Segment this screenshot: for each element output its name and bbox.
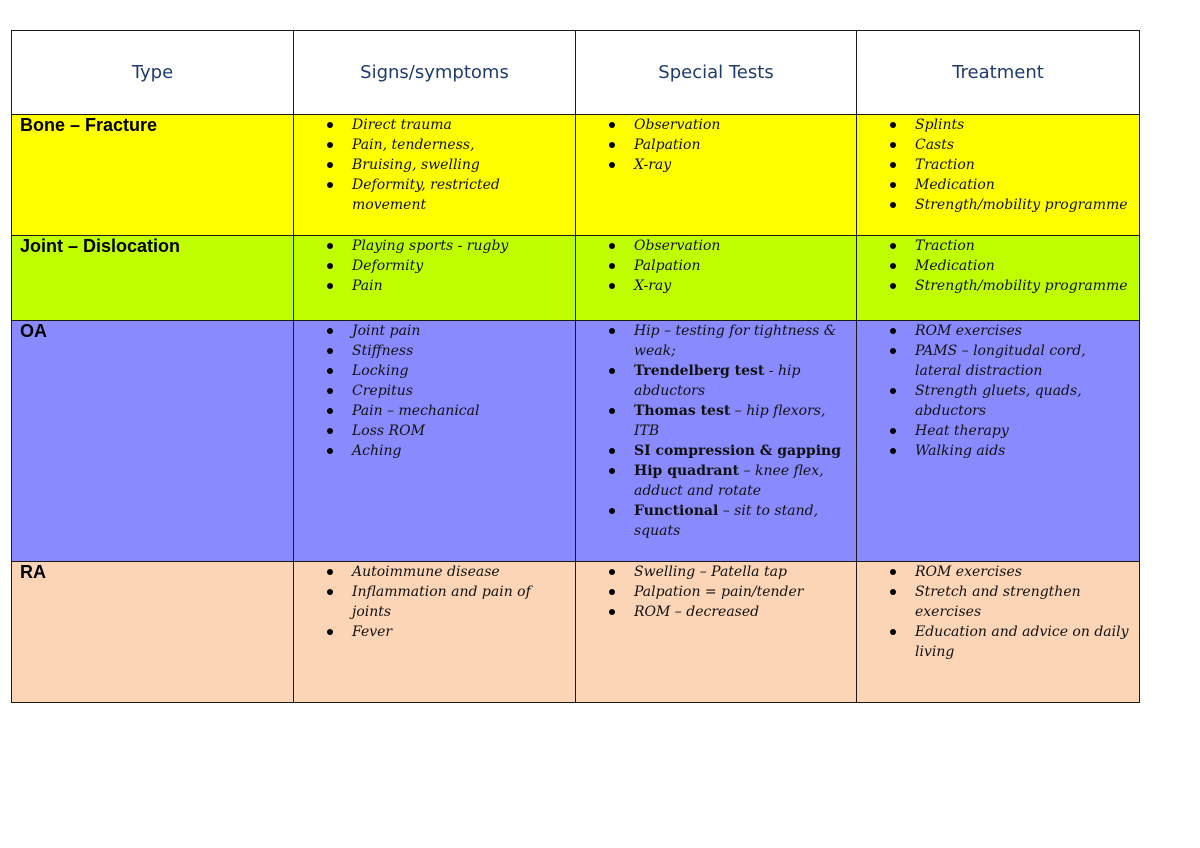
type-cell	[12, 321, 294, 562]
item-text: Walking aids	[915, 443, 1006, 459]
item-text: Loss ROM	[352, 423, 425, 439]
item-text: - hip abductors	[634, 363, 801, 399]
list-item	[857, 195, 1131, 215]
item-text: – sit to stand, squats	[634, 503, 819, 539]
item-text: Strength/mobility programme	[915, 197, 1128, 213]
item-text: Heat therapy	[915, 423, 1009, 439]
list-item	[857, 236, 1131, 256]
type-label: RA	[20, 562, 46, 582]
list-item	[576, 155, 848, 175]
list-item	[294, 421, 567, 441]
treatment-list	[857, 562, 1139, 662]
list-item	[857, 381, 1131, 421]
item-bold-text: SI compression & gapping	[634, 443, 841, 459]
item-text: X-ray	[634, 278, 672, 294]
item-text: Traction	[915, 238, 975, 254]
header-type: Type	[12, 31, 294, 115]
special-tests-cell	[576, 115, 857, 236]
signs-symptoms-list	[294, 562, 575, 642]
list-item	[857, 276, 1131, 296]
signs-symptoms-cell	[294, 562, 576, 703]
list-item	[294, 276, 567, 296]
special-tests-list	[576, 321, 856, 541]
list-item	[857, 622, 1131, 662]
item-text: Strength gluets, quads, abductors	[915, 383, 1082, 419]
item-text: Palpation	[634, 137, 701, 153]
list-item	[576, 361, 848, 401]
list-item	[294, 175, 567, 215]
item-text: ROM exercises	[915, 564, 1022, 580]
row-bone-fracture	[12, 115, 1140, 236]
header-special-tests: Special Tests	[576, 31, 857, 115]
list-item	[576, 441, 848, 461]
signs-symptoms-list	[294, 236, 575, 296]
list-item	[576, 401, 848, 441]
list-item	[857, 115, 1131, 135]
item-text: Medication	[915, 258, 995, 274]
treatment-cell	[857, 321, 1140, 562]
item-text: Splints	[915, 117, 965, 133]
item-text: Education and advice on daily living	[915, 624, 1129, 660]
special-tests-cell	[576, 562, 857, 703]
signs-symptoms-cell	[294, 236, 576, 321]
list-item	[294, 401, 567, 421]
list-item	[294, 236, 567, 256]
list-item	[576, 602, 848, 622]
list-item	[294, 562, 567, 582]
item-text: Pain	[352, 278, 383, 294]
item-text: Joint pain	[352, 323, 421, 339]
item-text: Fever	[352, 624, 393, 640]
item-text: Aching	[352, 443, 402, 459]
list-item	[294, 441, 567, 461]
list-item	[857, 421, 1131, 441]
item-text: Traction	[915, 157, 975, 173]
treatment-list	[857, 236, 1139, 296]
row-joint-dislocation	[12, 236, 1140, 321]
special-tests-list	[576, 236, 856, 296]
item-text: Inflammation and pain of joints	[352, 584, 531, 620]
header-signs-symptoms: Signs/symptoms	[294, 31, 576, 115]
row-ra	[12, 562, 1140, 703]
treatment-cell	[857, 115, 1140, 236]
item-text: Locking	[352, 363, 409, 379]
item-text: Stretch and strengthen exercises	[915, 584, 1081, 620]
item-text: – hip flexors, ITB	[634, 403, 826, 439]
list-item	[576, 135, 848, 155]
list-item	[857, 175, 1131, 195]
item-text: Pain – mechanical	[352, 403, 480, 419]
list-item	[294, 135, 567, 155]
item-bold-text: Trendelberg test	[634, 363, 765, 379]
type-label: Bone – Fracture	[20, 115, 158, 135]
special-tests-cell	[576, 236, 857, 321]
list-item	[294, 341, 567, 361]
item-text: Strength/mobility programme	[915, 278, 1128, 294]
list-item	[857, 135, 1131, 155]
item-text: Observation	[634, 238, 721, 254]
list-item	[294, 622, 567, 642]
list-item	[294, 256, 567, 276]
item-text: Hip – testing for tightness & weak;	[634, 323, 837, 359]
item-text: X-ray	[634, 157, 672, 173]
list-item	[576, 582, 848, 602]
header-treatment: Treatment	[857, 31, 1140, 115]
list-item	[857, 155, 1131, 175]
item-text: – knee flex, adduct and rotate	[634, 463, 824, 499]
list-item	[576, 236, 848, 256]
conditions-table	[11, 30, 1140, 703]
list-item	[294, 582, 567, 622]
list-item	[857, 441, 1131, 461]
list-item	[294, 381, 567, 401]
special-tests-list	[576, 115, 856, 175]
item-text: Direct trauma	[352, 117, 452, 133]
list-item	[294, 115, 567, 135]
list-item	[576, 256, 848, 276]
item-bold-text: Functional	[634, 503, 719, 519]
item-text: Stiffness	[352, 343, 414, 359]
type-cell	[12, 115, 294, 236]
list-item	[294, 155, 567, 175]
signs-symptoms-list	[294, 115, 575, 215]
item-text: Medication	[915, 177, 995, 193]
type-cell	[12, 562, 294, 703]
type-label: Joint – Dislocation	[20, 236, 181, 256]
type-label: OA	[20, 321, 47, 341]
item-text: Swelling – Patella tap	[634, 564, 787, 580]
item-text: Pain, tenderness,	[352, 137, 475, 153]
item-text: Palpation = pain/tender	[634, 584, 804, 600]
treatment-list	[857, 115, 1139, 215]
list-item	[576, 501, 848, 541]
item-text: Playing sports - rugby	[352, 238, 509, 254]
item-text: Crepitus	[352, 383, 413, 399]
list-item	[294, 361, 567, 381]
list-item	[576, 562, 848, 582]
signs-symptoms-list	[294, 321, 575, 461]
list-item	[576, 321, 848, 361]
item-text: ROM exercises	[915, 323, 1022, 339]
type-cell	[12, 236, 294, 321]
item-bold-text: Thomas test	[634, 403, 731, 419]
item-text: Deformity	[352, 258, 424, 274]
row-oa	[12, 321, 1140, 562]
item-text: Observation	[634, 117, 721, 133]
list-item	[857, 321, 1131, 341]
list-item	[857, 562, 1131, 582]
item-text: Palpation	[634, 258, 701, 274]
signs-symptoms-cell	[294, 115, 576, 236]
item-text: Bruising, swelling	[352, 157, 480, 173]
header-row	[12, 31, 1140, 115]
treatment-cell	[857, 562, 1140, 703]
special-tests-cell	[576, 321, 857, 562]
list-item	[576, 461, 848, 501]
list-item	[576, 115, 848, 135]
signs-symptoms-cell	[294, 321, 576, 562]
item-text: Deformity, restricted movement	[352, 177, 500, 213]
treatment-cell	[857, 236, 1140, 321]
list-item	[294, 321, 567, 341]
list-item	[857, 256, 1131, 276]
item-bold-text: Hip quadrant	[634, 463, 740, 479]
item-text: ROM – decreased	[634, 604, 760, 620]
item-text: PAMS – longitudal cord, lateral distraction	[915, 343, 1086, 379]
item-text: Casts	[915, 137, 955, 153]
special-tests-list	[576, 562, 856, 622]
list-item	[857, 341, 1131, 381]
list-item	[576, 276, 848, 296]
item-text: Autoimmune disease	[352, 564, 500, 580]
treatment-list	[857, 321, 1139, 461]
list-item	[857, 582, 1131, 622]
